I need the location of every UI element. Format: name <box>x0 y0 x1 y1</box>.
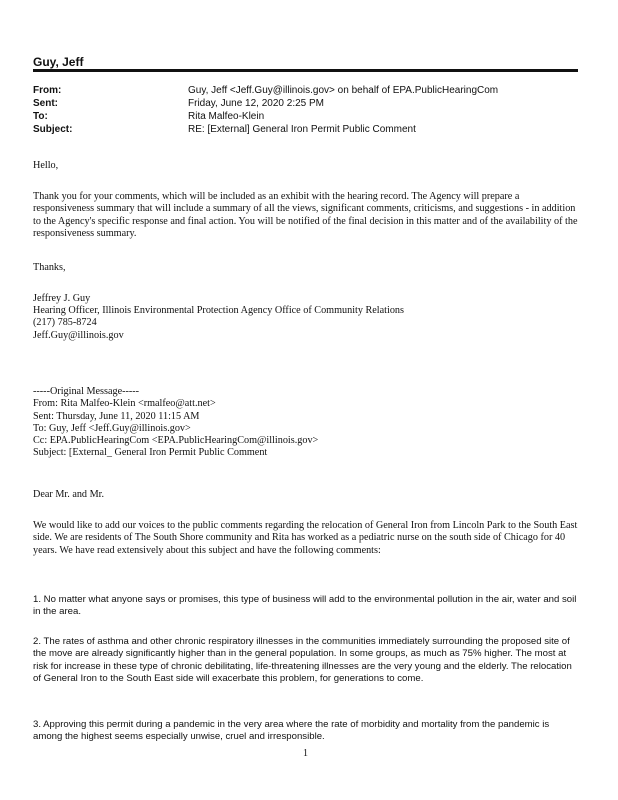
signature-title: Hearing Officer, Illinois Environmental Protection Agency Office of Community Relations <box>33 305 404 316</box>
subject-label: Subject: <box>33 124 73 135</box>
header-divider <box>33 69 578 72</box>
original-from: From: Rita Malfeo-Klein <rmalfeo@att.net> <box>33 398 216 409</box>
comment-point-3: 3. Approving this permit during a pandemic in the very area where the rate of morbidity and mortality from the pandemic is among the highest seems especially unwise, cruel and irresponsible. <box>33 719 550 743</box>
salutation: Dear Mr. and Mr. <box>33 489 105 500</box>
original-to: To: Guy, Jeff <Jeff.Guy@illinois.gov> <box>33 423 191 434</box>
sender-name: Guy, Jeff <box>33 55 84 69</box>
intro-paragraph: We would like to add our voices to the public comments regarding the relocation of General Iron from Lincoln Park to the South East side. We are residents of The South Shore community and Rita has worked as a pediatric nurse on the south side of Chicago for 40 years. We have read extensively about this subject and have the following comments: <box>33 520 578 556</box>
original-subject: Subject: [External_ General Iron Permit Public Comment <box>33 447 268 458</box>
comment-point-2: 2. The rates of asthma and other chronic respiratory illnesses in the communities immediately surrounding the proposed site of the move are already significantly higher than in the general population. In some groups, as much as 75% higher. The most at risk for increase in these type of chronic debilitating, life-threatening illnesses are the very young and the elderly. The relocation of General Iron to the South East side will exacerbate this problem, for generations to come. <box>33 636 572 684</box>
signature-phone: (217) 785-8724 <box>33 317 97 328</box>
sent-label: Sent: <box>33 98 58 109</box>
reply-body-paragraph <box>33 191 581 240</box>
greeting: Hello, <box>33 160 59 171</box>
reply-body-text: Thank you for your comments, which will be included as an exhibit with the hearing record. The Agency will prepare a responsiveness summary that will include a summary of all the views, significant comments, criticisms, and suggestions - in addition to the Agency's specific response and final action. You will be notified of the final decision in this matter and of the availability of the responsiveness summary. <box>33 191 578 239</box>
signature-email: Jeff.Guy@illinois.gov <box>33 330 124 341</box>
page-number: 1 <box>303 748 308 759</box>
closing: Thanks, <box>33 262 66 273</box>
original-message-separator: -----Original Message----- <box>33 386 140 397</box>
original-cc: Cc: EPA.PublicHearingCom <EPA.PublicHearingCom@illinois.gov> <box>33 435 319 446</box>
to-label: To: <box>33 111 48 122</box>
original-sent: Sent: Thursday, June 11, 2020 11:15 AM <box>33 411 200 422</box>
from-value: Guy, Jeff <Jeff.Guy@illinois.gov> on behalf of EPA.PublicHearingCom <box>188 85 499 96</box>
sent-value: Friday, June 12, 2020 2:25 PM <box>188 98 325 109</box>
signature-name: Jeffrey J. Guy <box>33 293 91 304</box>
from-label: From: <box>33 85 62 96</box>
comment-point-1: 1. No matter what anyone says or promises, this type of business will add to the environmental pollution in the air, water and soil in the area. <box>33 594 577 618</box>
subject-value: RE: [External] General Iron Permit Public Comment <box>188 124 416 135</box>
to-value: Rita Malfeo-Klein <box>188 111 265 122</box>
